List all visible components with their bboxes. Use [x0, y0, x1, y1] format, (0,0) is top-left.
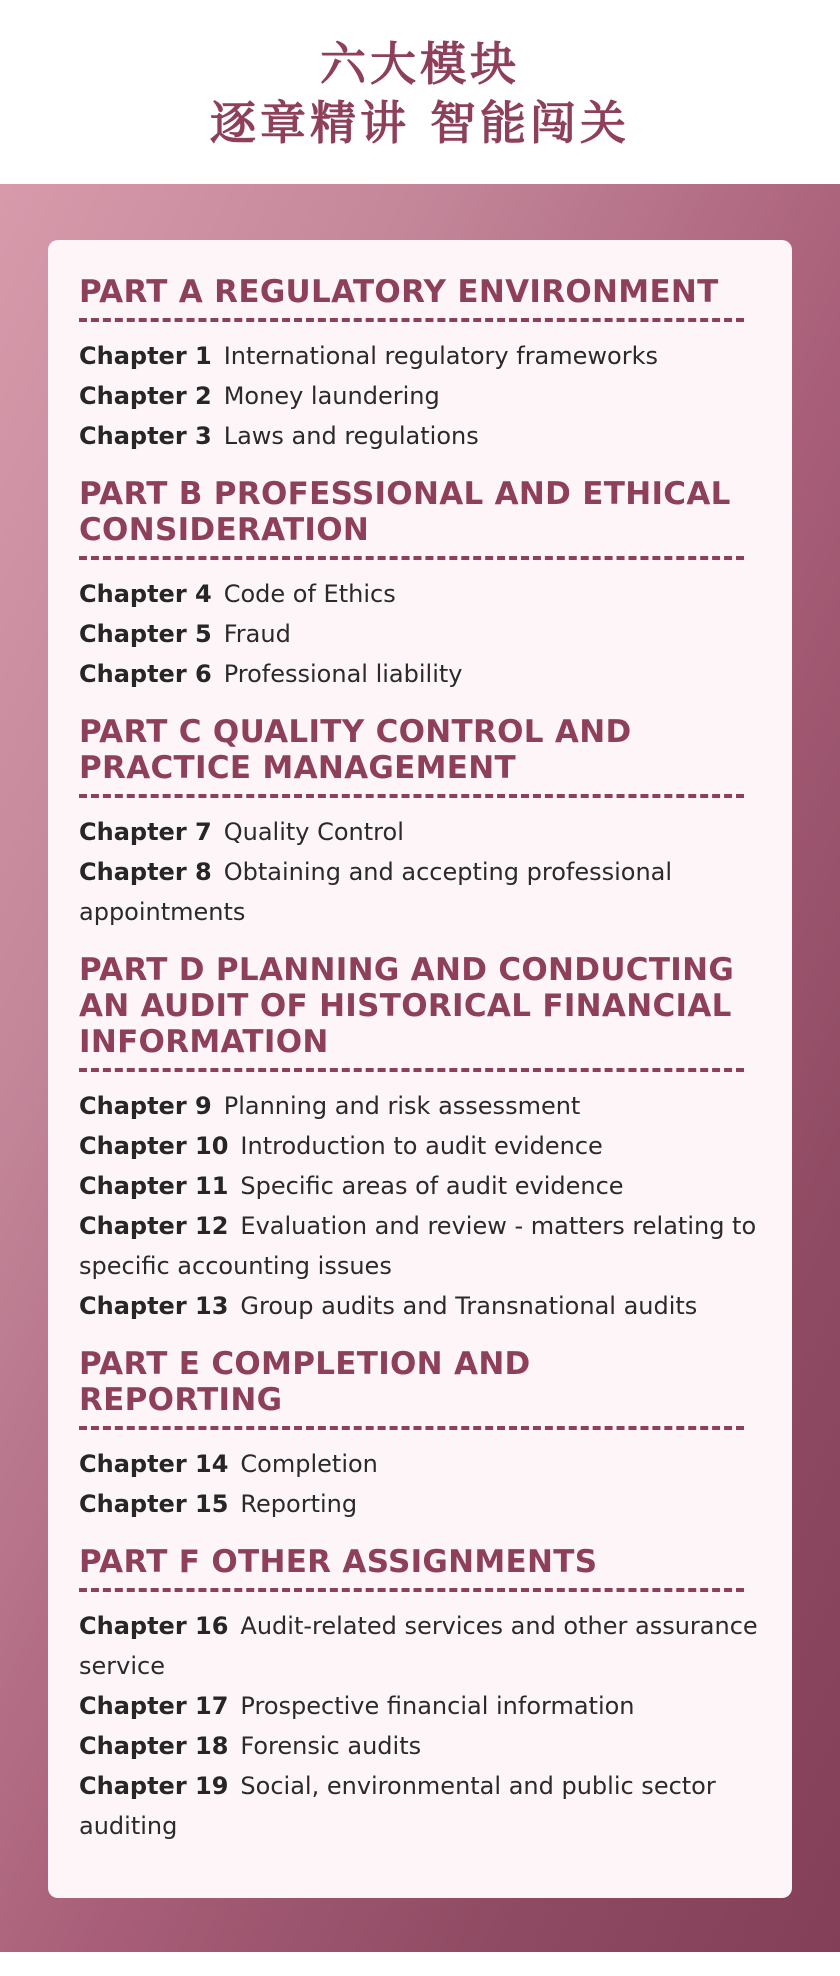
- chapter-number: Chapter 9: [79, 1092, 212, 1120]
- chapter-item: [79, 1766, 759, 1846]
- chapter-item: [79, 812, 759, 852]
- chapter-number: Chapter 10: [79, 1132, 229, 1160]
- part-f: [79, 1544, 762, 1846]
- chapter-title: Introduction to audit evidence: [240, 1132, 603, 1160]
- chapter-number: Chapter 11: [79, 1172, 229, 1200]
- part-title: PART F OTHER ASSIGNMENTS: [79, 1544, 744, 1592]
- chapter-title: Group audits and Transnational audits: [240, 1292, 698, 1320]
- part-a: [79, 274, 762, 456]
- chapter-number: Chapter 2: [79, 382, 212, 410]
- chapter-item: [79, 336, 759, 376]
- chapter-number: Chapter 3: [79, 422, 212, 450]
- chapter-title: Forensic audits: [240, 1732, 422, 1760]
- chapter-number: Chapter 8: [79, 858, 212, 886]
- chapter-item: [79, 1726, 759, 1766]
- gradient-backdrop: [0, 184, 840, 1952]
- header-subtitle: 逐章精讲 智能闯关: [209, 96, 630, 150]
- chapter-title: Specific areas of audit evidence: [240, 1172, 624, 1200]
- chapter-title: Quality Control: [223, 818, 404, 846]
- chapter-item: [79, 416, 759, 456]
- chapter-number: Chapter 7: [79, 818, 212, 846]
- chapter-item: [79, 654, 759, 694]
- chapter-title: Completion: [240, 1450, 378, 1478]
- header-title: 六大模块: [320, 37, 520, 91]
- chapter-title: Social, environmental and public sector auditing: [79, 1772, 716, 1840]
- part-title: PART C QUALITY CONTROL AND PRACTICE MANAGEMENT: [79, 714, 744, 798]
- syllabus-card: [48, 240, 792, 1898]
- chapter-title: Audit-related services and other assurance service: [79, 1612, 758, 1680]
- chapter-item: [79, 1206, 759, 1286]
- part-e: [79, 1346, 762, 1524]
- chapter-number: Chapter 4: [79, 580, 212, 608]
- part-b: [79, 476, 762, 694]
- part-title: PART B PROFESSIONAL AND ETHICAL CONSIDERATION: [79, 476, 744, 560]
- chapter-item: [79, 1286, 759, 1326]
- chapter-item: [79, 1686, 759, 1726]
- chapter-item: [79, 1086, 759, 1126]
- chapter-number: Chapter 14: [79, 1450, 229, 1478]
- part-title: PART A REGULATORY ENVIRONMENT: [79, 274, 744, 322]
- part-title: PART E COMPLETION AND REPORTING: [79, 1346, 744, 1430]
- chapter-number: Chapter 12: [79, 1212, 229, 1240]
- part-title: PART D PLANNING AND CONDUCTING AN AUDIT OF HISTORICAL FINANCIAL INFORMATION: [79, 952, 744, 1072]
- chapter-title: International regulatory frameworks: [223, 342, 658, 370]
- chapter-item: [79, 1126, 759, 1166]
- chapter-number: Chapter 5: [79, 620, 212, 648]
- chapter-number: Chapter 1: [79, 342, 212, 370]
- chapter-title: Prospective financial information: [240, 1692, 635, 1720]
- chapter-number: Chapter 18: [79, 1732, 229, 1760]
- chapter-title: Reporting: [240, 1490, 358, 1518]
- chapter-title: Code of Ethics: [223, 580, 396, 608]
- page-header: [0, 0, 840, 184]
- chapter-title: Obtaining and accepting professional appointments: [79, 858, 673, 926]
- chapter-title: Laws and regulations: [223, 422, 479, 450]
- chapter-title: Professional liability: [223, 660, 463, 688]
- chapter-title: Planning and risk assessment: [223, 1092, 581, 1120]
- chapter-number: Chapter 13: [79, 1292, 229, 1320]
- part-c: [79, 714, 762, 932]
- chapter-title: Fraud: [223, 620, 291, 648]
- chapter-item: [79, 1484, 759, 1524]
- chapter-item: [79, 614, 759, 654]
- chapter-number: Chapter 17: [79, 1692, 229, 1720]
- chapter-item: [79, 1444, 759, 1484]
- chapter-item: [79, 1166, 759, 1206]
- chapter-number: Chapter 16: [79, 1612, 229, 1640]
- chapter-title: Evaluation and review - matters relating to specific accounting issues: [79, 1212, 757, 1280]
- chapter-number: Chapter 6: [79, 660, 212, 688]
- chapter-number: Chapter 15: [79, 1490, 229, 1518]
- part-d: [79, 952, 762, 1326]
- chapter-number: Chapter 19: [79, 1772, 229, 1800]
- chapter-title: Money laundering: [223, 382, 440, 410]
- chapter-item: [79, 1606, 759, 1686]
- chapter-item: [79, 376, 759, 416]
- chapter-item: [79, 852, 759, 932]
- chapter-item: [79, 574, 759, 614]
